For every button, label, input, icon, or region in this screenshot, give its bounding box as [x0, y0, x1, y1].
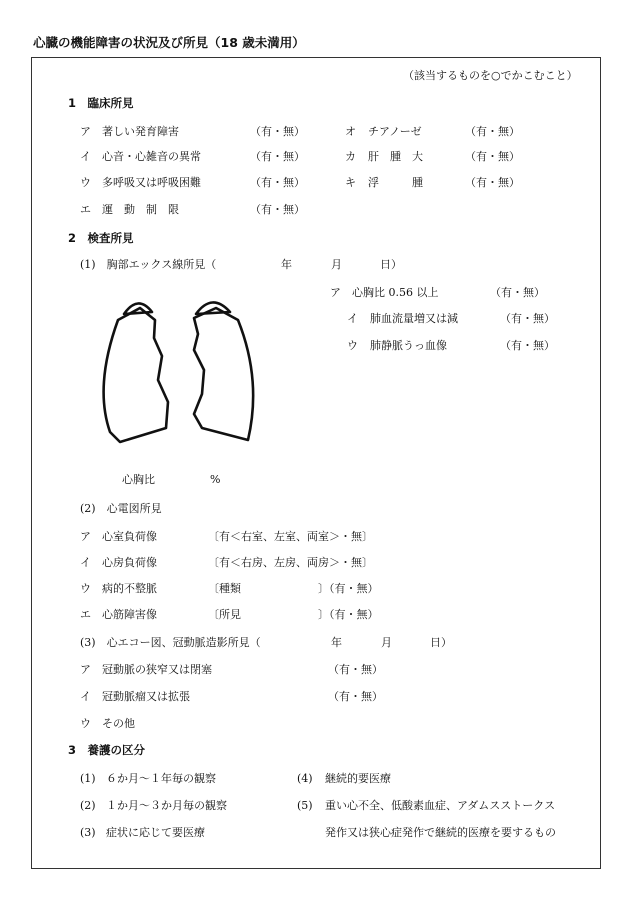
- chest-xray-diagram: [90, 290, 270, 455]
- s1-label-u: 多呼吸又は呼吸困難: [102, 176, 201, 189]
- section-1-heading: 1 臨床所見: [68, 96, 134, 110]
- s1-marker-a: ア: [80, 125, 91, 138]
- xray-month: 月: [331, 258, 342, 271]
- s1-marker-o: オ: [345, 125, 356, 138]
- care-num-4: (4): [297, 772, 313, 785]
- s1-label-ka: 肝 腫 大: [368, 150, 423, 163]
- care-text-1[interactable]: ６か月～１年毎の観察: [106, 772, 216, 785]
- s1-label-i: 心音・心雑音の異常: [102, 150, 201, 163]
- s1-marker-e: エ: [80, 203, 91, 216]
- xray-marker-a: ア: [330, 286, 341, 299]
- echo-choice-a[interactable]: （有・無）: [328, 663, 383, 676]
- s1-choice-ka[interactable]: （有・無）: [465, 150, 520, 163]
- ecg-marker-a: ア: [80, 530, 91, 543]
- ratio-label: 心胸比: [122, 473, 155, 486]
- echo-marker-i: イ: [80, 690, 91, 703]
- ecg-close-e[interactable]: 〕（有・無）: [318, 608, 379, 621]
- care-text-4[interactable]: 継続的要医療: [325, 772, 391, 785]
- s1-label-o: チアノーゼ: [368, 125, 422, 138]
- s1-label-e: 運 動 制 限: [102, 203, 179, 216]
- instruction: （該当するものを○でかこむこと）: [403, 69, 578, 82]
- care-num-3: (3): [80, 826, 96, 839]
- echo-day: 日）: [430, 636, 452, 649]
- s1-marker-ki: キ: [345, 176, 356, 189]
- ecg-label-a: 心室負荷像: [102, 530, 157, 543]
- s1-choice-o[interactable]: （有・無）: [465, 125, 520, 138]
- xray-year: 年: [281, 258, 292, 271]
- section-3-heading: 3 養護の区分: [68, 743, 146, 757]
- care-text-5[interactable]: 重い心不全、低酸素血症、アダムスストークス: [325, 799, 556, 812]
- s1-marker-u: ウ: [80, 176, 91, 189]
- care-num-5: (5): [297, 799, 313, 812]
- ecg-label-i: 心房負荷像: [102, 556, 157, 569]
- ecg-close-u[interactable]: 〕（有・無）: [318, 582, 379, 595]
- ecg-marker-e: エ: [80, 608, 91, 621]
- echo-label-u: その他: [102, 717, 135, 730]
- xray-label-i: 肺血流量増又は減: [370, 312, 458, 325]
- xray-marker-i: イ: [347, 312, 358, 325]
- page-title: 心臓の機能障害の状況及び所見（18 歳未満用）: [33, 35, 305, 50]
- echo-marker-u: ウ: [80, 717, 91, 730]
- care-text-5-cont: 発作又は狭心症発作で継続的医療を要するもの: [325, 826, 556, 839]
- care-text-2[interactable]: １か月～３か月毎の観察: [106, 799, 227, 812]
- xray-choice-i[interactable]: （有・無）: [500, 312, 555, 325]
- xray-marker-u: ウ: [347, 339, 358, 352]
- s1-label-a: 著しい発育障害: [102, 125, 179, 138]
- xray-label: (1) 胸部エックス線所見（: [80, 258, 217, 271]
- echo-label-i: 冠動脈瘤又は拡張: [102, 690, 190, 703]
- section-2-heading: 2 検査所見: [68, 231, 134, 245]
- care-text-3[interactable]: 症状に応じて要医療: [106, 826, 205, 839]
- echo-label-a: 冠動脈の狭窄又は閉塞: [102, 663, 212, 676]
- ecg-detail-u[interactable]: 〔種類: [208, 582, 241, 595]
- care-num-2: (2): [80, 799, 96, 812]
- ecg-label-u: 病的不整脈: [102, 582, 157, 595]
- echo-marker-a: ア: [80, 663, 91, 676]
- s1-choice-i[interactable]: （有・無）: [250, 150, 305, 163]
- ecg-detail-a[interactable]: 〔有＜右室、左室、両室＞・無〕: [208, 530, 373, 543]
- s1-marker-ka: カ: [345, 150, 356, 163]
- xray-day: 日）: [380, 258, 402, 271]
- care-num-1: (1): [80, 772, 96, 785]
- xray-label-u: 肺静脈うっ血像: [370, 339, 447, 352]
- ecg-detail-e[interactable]: 〔所見: [208, 608, 241, 621]
- xray-choice-a[interactable]: （有・無）: [490, 286, 545, 299]
- s1-choice-a[interactable]: （有・無）: [250, 125, 305, 138]
- echo-year: 年: [331, 636, 342, 649]
- s1-choice-e[interactable]: （有・無）: [250, 203, 305, 216]
- s1-choice-ki[interactable]: （有・無）: [465, 176, 520, 189]
- echo-label: (3) 心エコー図、冠動脈造影所見（: [80, 636, 261, 649]
- s1-choice-u[interactable]: （有・無）: [250, 176, 305, 189]
- ecg-marker-u: ウ: [80, 582, 91, 595]
- xray-choice-u[interactable]: （有・無）: [500, 339, 555, 352]
- ecg-label: (2) 心電図所見: [80, 502, 162, 515]
- ecg-label-e: 心筋障害像: [102, 608, 157, 621]
- ratio-unit: %: [210, 473, 221, 486]
- echo-choice-i[interactable]: （有・無）: [328, 690, 383, 703]
- echo-month: 月: [381, 636, 392, 649]
- ecg-marker-i: イ: [80, 556, 91, 569]
- s1-label-ki: 浮 腫: [368, 176, 423, 189]
- ecg-detail-i[interactable]: 〔有＜右房、左房、両房＞・無〕: [208, 556, 373, 569]
- s1-marker-i: イ: [80, 150, 91, 163]
- xray-label-a: 心胸比 0.56 以上: [352, 286, 439, 299]
